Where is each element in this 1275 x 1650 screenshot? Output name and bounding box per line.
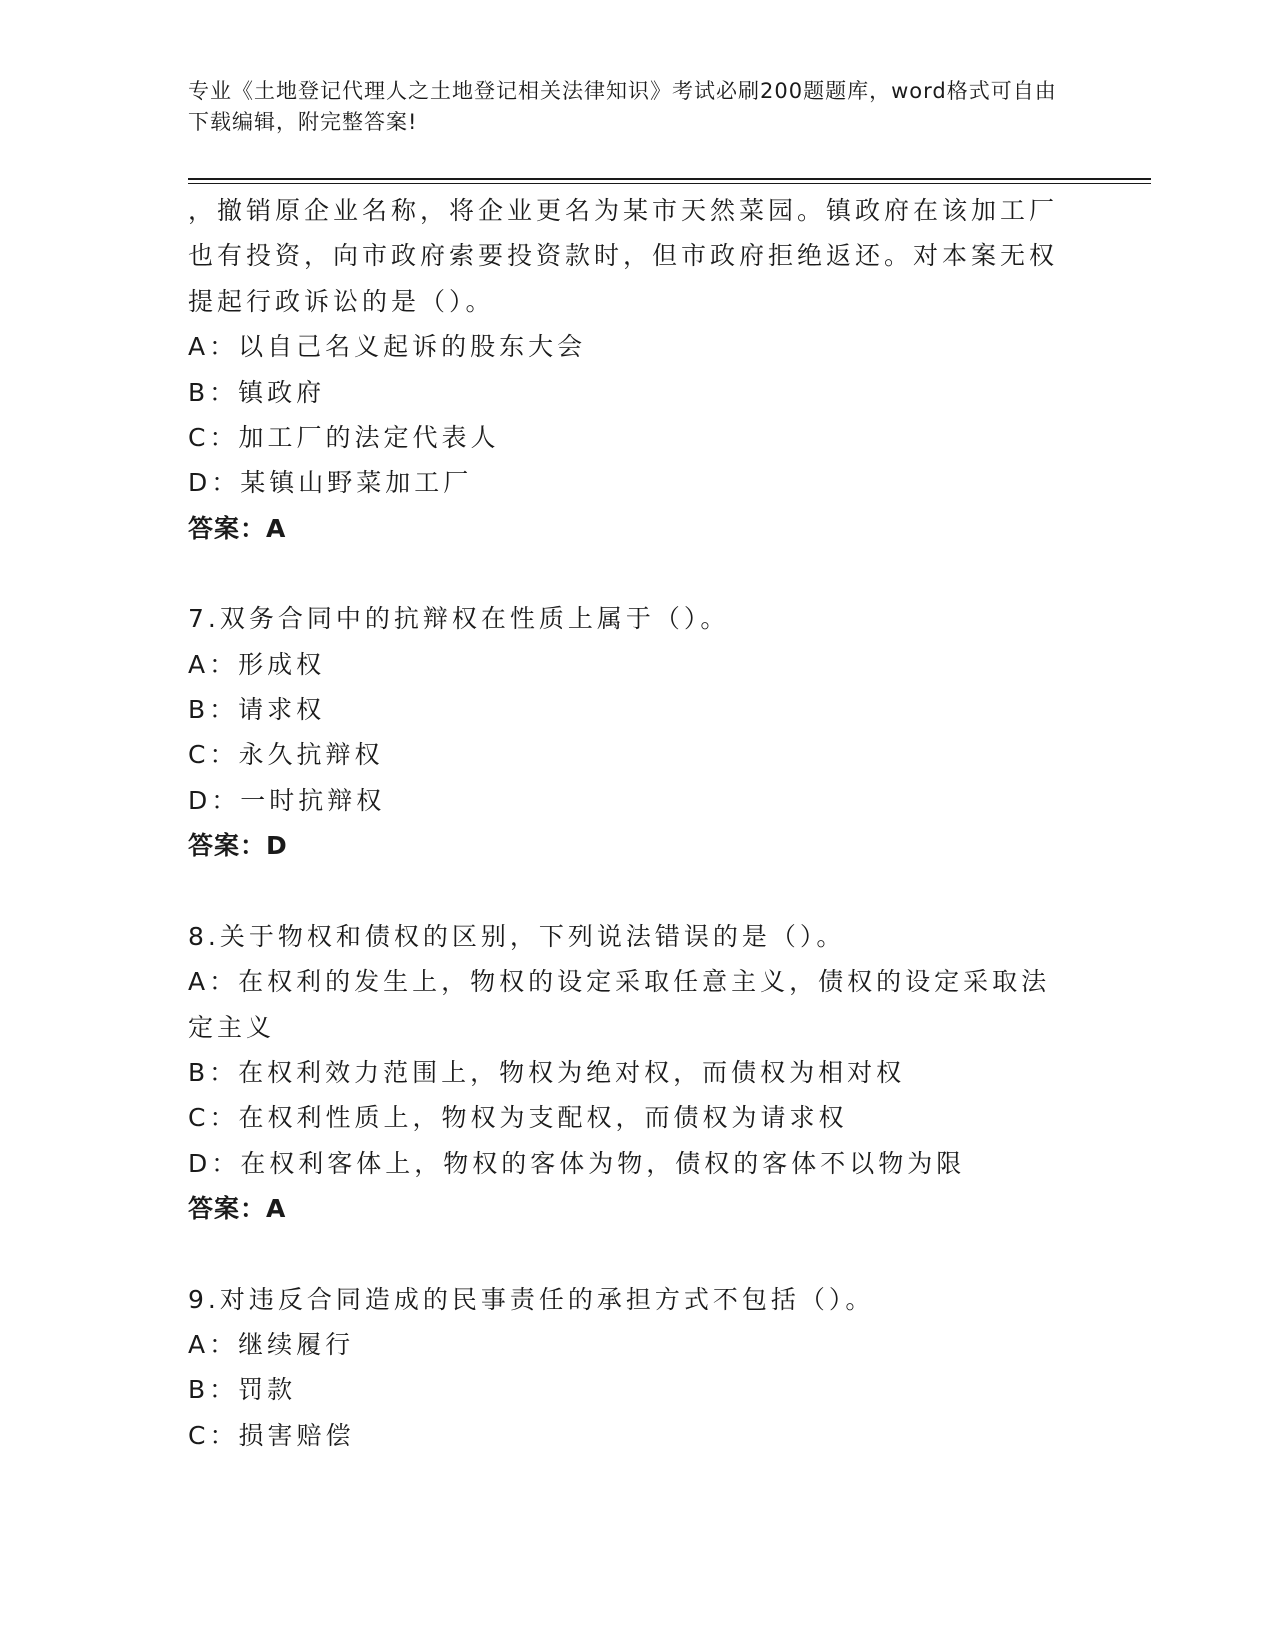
answer-line: 答案：D <box>188 831 288 861</box>
question-block-9 <box>188 1277 1088 1459</box>
answer-line: 答案：A <box>188 513 287 543</box>
question-block-8 <box>188 914 1088 1232</box>
option-b: B：镇政府 <box>188 377 326 407</box>
option-a: A：在权利的发生上，物权的设定采取任意主义，债权的设定采取法定主义 <box>188 967 1051 1042</box>
option-b: B：请求权 <box>188 695 326 725</box>
question-stem: 8.关于物权和债权的区别，下列说法错误的是（）。 <box>188 921 846 951</box>
answer-line: 答案：A <box>188 1194 287 1224</box>
question-stem-line: 提起行政诉讼的是（）。 <box>188 286 495 316</box>
option-a: A：以自己名义起诉的股东大会 <box>188 332 587 362</box>
header-divider-thin <box>188 183 1151 184</box>
option-d: D：某镇山野菜加工厂 <box>188 468 473 498</box>
option-c: C：加工厂的法定代表人 <box>188 423 500 453</box>
option-b: B：在权利效力范围上，物权为绝对权，而债权为相对权 <box>188 1057 906 1087</box>
option-a: A：形成权 <box>188 649 326 679</box>
question-block-continued <box>188 188 1088 551</box>
option-c: C：永久抗辩权 <box>188 740 384 770</box>
question-content <box>188 188 1088 1458</box>
option-d: D：一时抗辩权 <box>188 785 386 815</box>
option-c: C：损害赔偿 <box>188 1420 355 1450</box>
question-stem: 9.对违反合同造成的民事责任的承担方式不包括（）。 <box>188 1284 875 1314</box>
question-stem-line: ，撤销原企业名称，将企业更名为某市天然菜园。镇政府在该加工厂 <box>188 196 1059 225</box>
option-d: D：在权利客体上，物权的客体为物，债权的客体不以物为限 <box>188 1148 966 1178</box>
header-divider-thick <box>188 178 1151 180</box>
question-stem: 7.双务合同中的抗辩权在性质上属于（）。 <box>188 604 730 634</box>
question-block-7 <box>188 596 1088 868</box>
question-stem-line: 也有投资，向市政府索要投资款时，但市政府拒绝返还。对本案无权 <box>188 241 1059 271</box>
option-c: C：在权利性质上，物权为支配权，而债权为请求权 <box>188 1103 848 1133</box>
document-header: 专业《土地登记代理人之土地登记相关法律知识》考试必刷200题题库，word格式可自由下载编辑，附完整答案! <box>188 79 1057 134</box>
option-b: B：罚款 <box>188 1375 297 1405</box>
option-a: A：继续履行 <box>188 1329 355 1359</box>
